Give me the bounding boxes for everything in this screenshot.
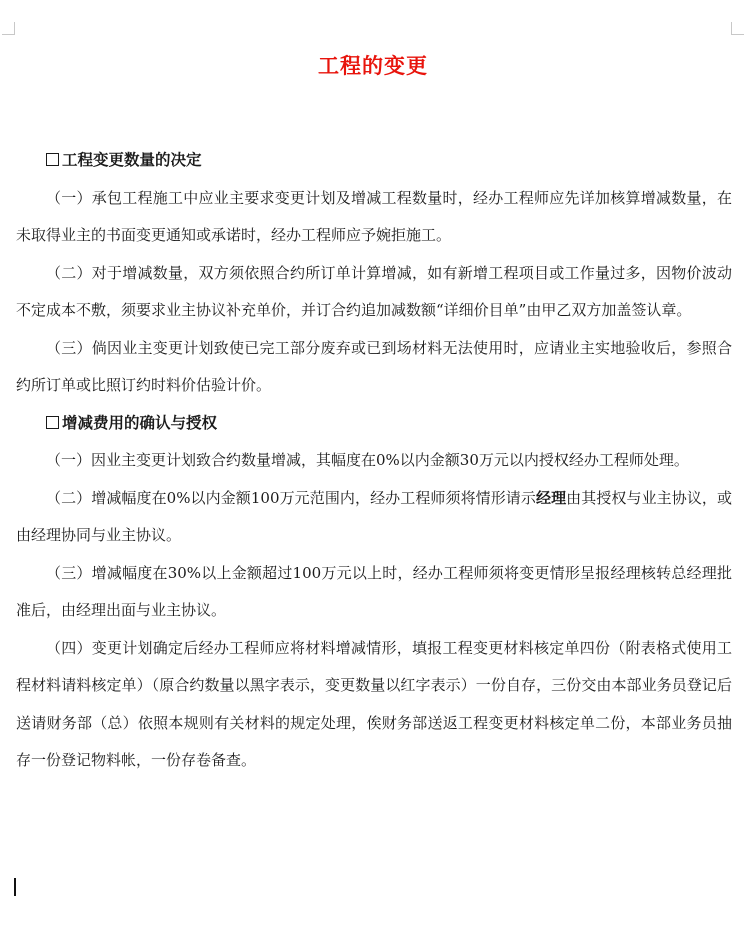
page-corner-marker-left: [2, 22, 15, 35]
section-heading: [16, 142, 732, 180]
paragraph-text: （二）增减幅度在0%以内金额100万元范围内，经办工程师须将情形请示: [46, 488, 536, 507]
paragraph: （一）因业主变更计划致合约数量增减，其幅度在0%以内金额30万元以内授权经办工程师处理。: [46, 451, 689, 469]
paragraph-bold-text: 经理: [535, 488, 567, 507]
paragraph: （二）对于增减数量，双方须依照合约所订单计算增减，如有新增工程项目或工作量过多，因物价波动不定成本不敷，须要求业主协议补充单价，并订合约追加减数额“详细价目单”由甲乙双方加盖签认章。: [16, 263, 732, 319]
document-title: 工程的变更: [318, 54, 428, 78]
paragraph: （四）变更计划确定后经办工程师应将材料增减情形，填报工程变更材料核定单四份（附表格式使用工程材料请料核定单）（原合约数量以黑字表示，变更数量以红字表示）一份自存，三份交由本部业务员登记后送请财务部（总）依照本规则有关材料的规定处理，俟财务部送返工程变更材料核定单二份，本部业务员抽存一份登记物料帐，一份存卷备查。: [16, 638, 732, 769]
checkbox-icon: [46, 416, 59, 429]
page-corner-marker-right: [731, 22, 744, 35]
section-heading-text: 增减费用的确认与授权: [62, 413, 218, 432]
paragraph: （一）承包工程施工中应业主要求变更计划及增减工程数量时，经办工程师应先详加核算增减数量，在未取得业主的书面变更通知或承诺时，经办工程师应予婉拒施工。: [16, 188, 732, 244]
document-body[interactable]: [16, 142, 732, 780]
paragraph: （三）倘因业主变更计划致使已完工部分废弃或已到场材料无法使用时，应请业主实地验收后，参照合约所订单或比照订约时料价估验计价。: [16, 338, 732, 394]
paragraph: [16, 480, 732, 555]
checkbox-icon: [46, 153, 59, 166]
text-cursor: [14, 878, 16, 896]
section-heading-text: 工程变更数量的决定: [62, 151, 202, 169]
paragraph: （三）增减幅度在30%以上金额超过100万元以上时，经办工程师须将变更情形呈报经理核转总经理批准后，由经理出面与业主协议。: [16, 563, 732, 619]
section-heading: [16, 405, 732, 443]
paragraph-text: 由其授权与业主协议，或由经理协同与业主协议。: [16, 488, 732, 544]
